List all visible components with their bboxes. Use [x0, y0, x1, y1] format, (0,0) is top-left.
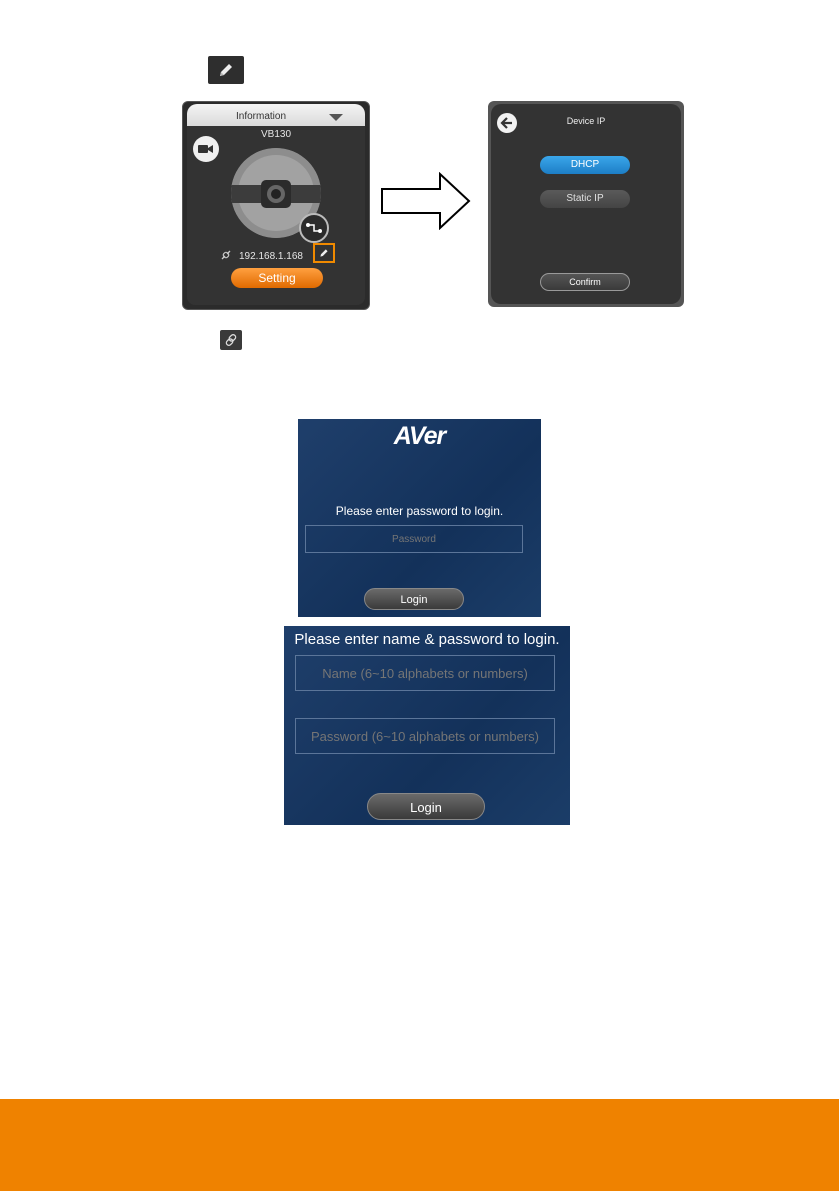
static-ip-button[interactable]: Static IP [540, 190, 630, 208]
link-icon [220, 330, 242, 350]
information-tab-label: Information [235, 111, 287, 122]
login-button[interactable]: Login [367, 793, 485, 820]
password-field[interactable] [305, 525, 523, 553]
login-name-password-screen [284, 626, 570, 825]
ip-row [221, 248, 303, 264]
information-tab[interactable] [187, 104, 365, 128]
login-button[interactable]: Login [364, 588, 464, 610]
device-ip-title: Device IP [566, 116, 606, 126]
dhcp-button[interactable]: DHCP [540, 156, 630, 174]
name-field[interactable] [295, 655, 555, 691]
footer-band [0, 1099, 839, 1191]
information-panel [182, 101, 370, 310]
aver-logo: AVer [393, 422, 446, 450]
password-field[interactable] [295, 718, 555, 754]
pencil-icon [208, 56, 244, 84]
setting-button[interactable]: Setting [231, 268, 323, 288]
edit-ip-button[interactable] [313, 243, 335, 263]
chevron-down-icon [329, 114, 343, 121]
login-password-screen [298, 419, 541, 617]
camera-icon[interactable] [193, 136, 219, 162]
device-ip-panel [488, 101, 684, 307]
confirm-button[interactable]: Confirm [540, 273, 630, 291]
login-prompt: Please enter name & password to login. [294, 631, 560, 648]
network-icon[interactable] [299, 213, 329, 243]
ip-address: 192.168.1.168 [239, 250, 303, 262]
arrow-right-icon [380, 172, 472, 235]
login-prompt: Please enter password to login. [335, 504, 504, 518]
camera-model: VB130 [260, 129, 292, 140]
link-icon [221, 250, 231, 263]
